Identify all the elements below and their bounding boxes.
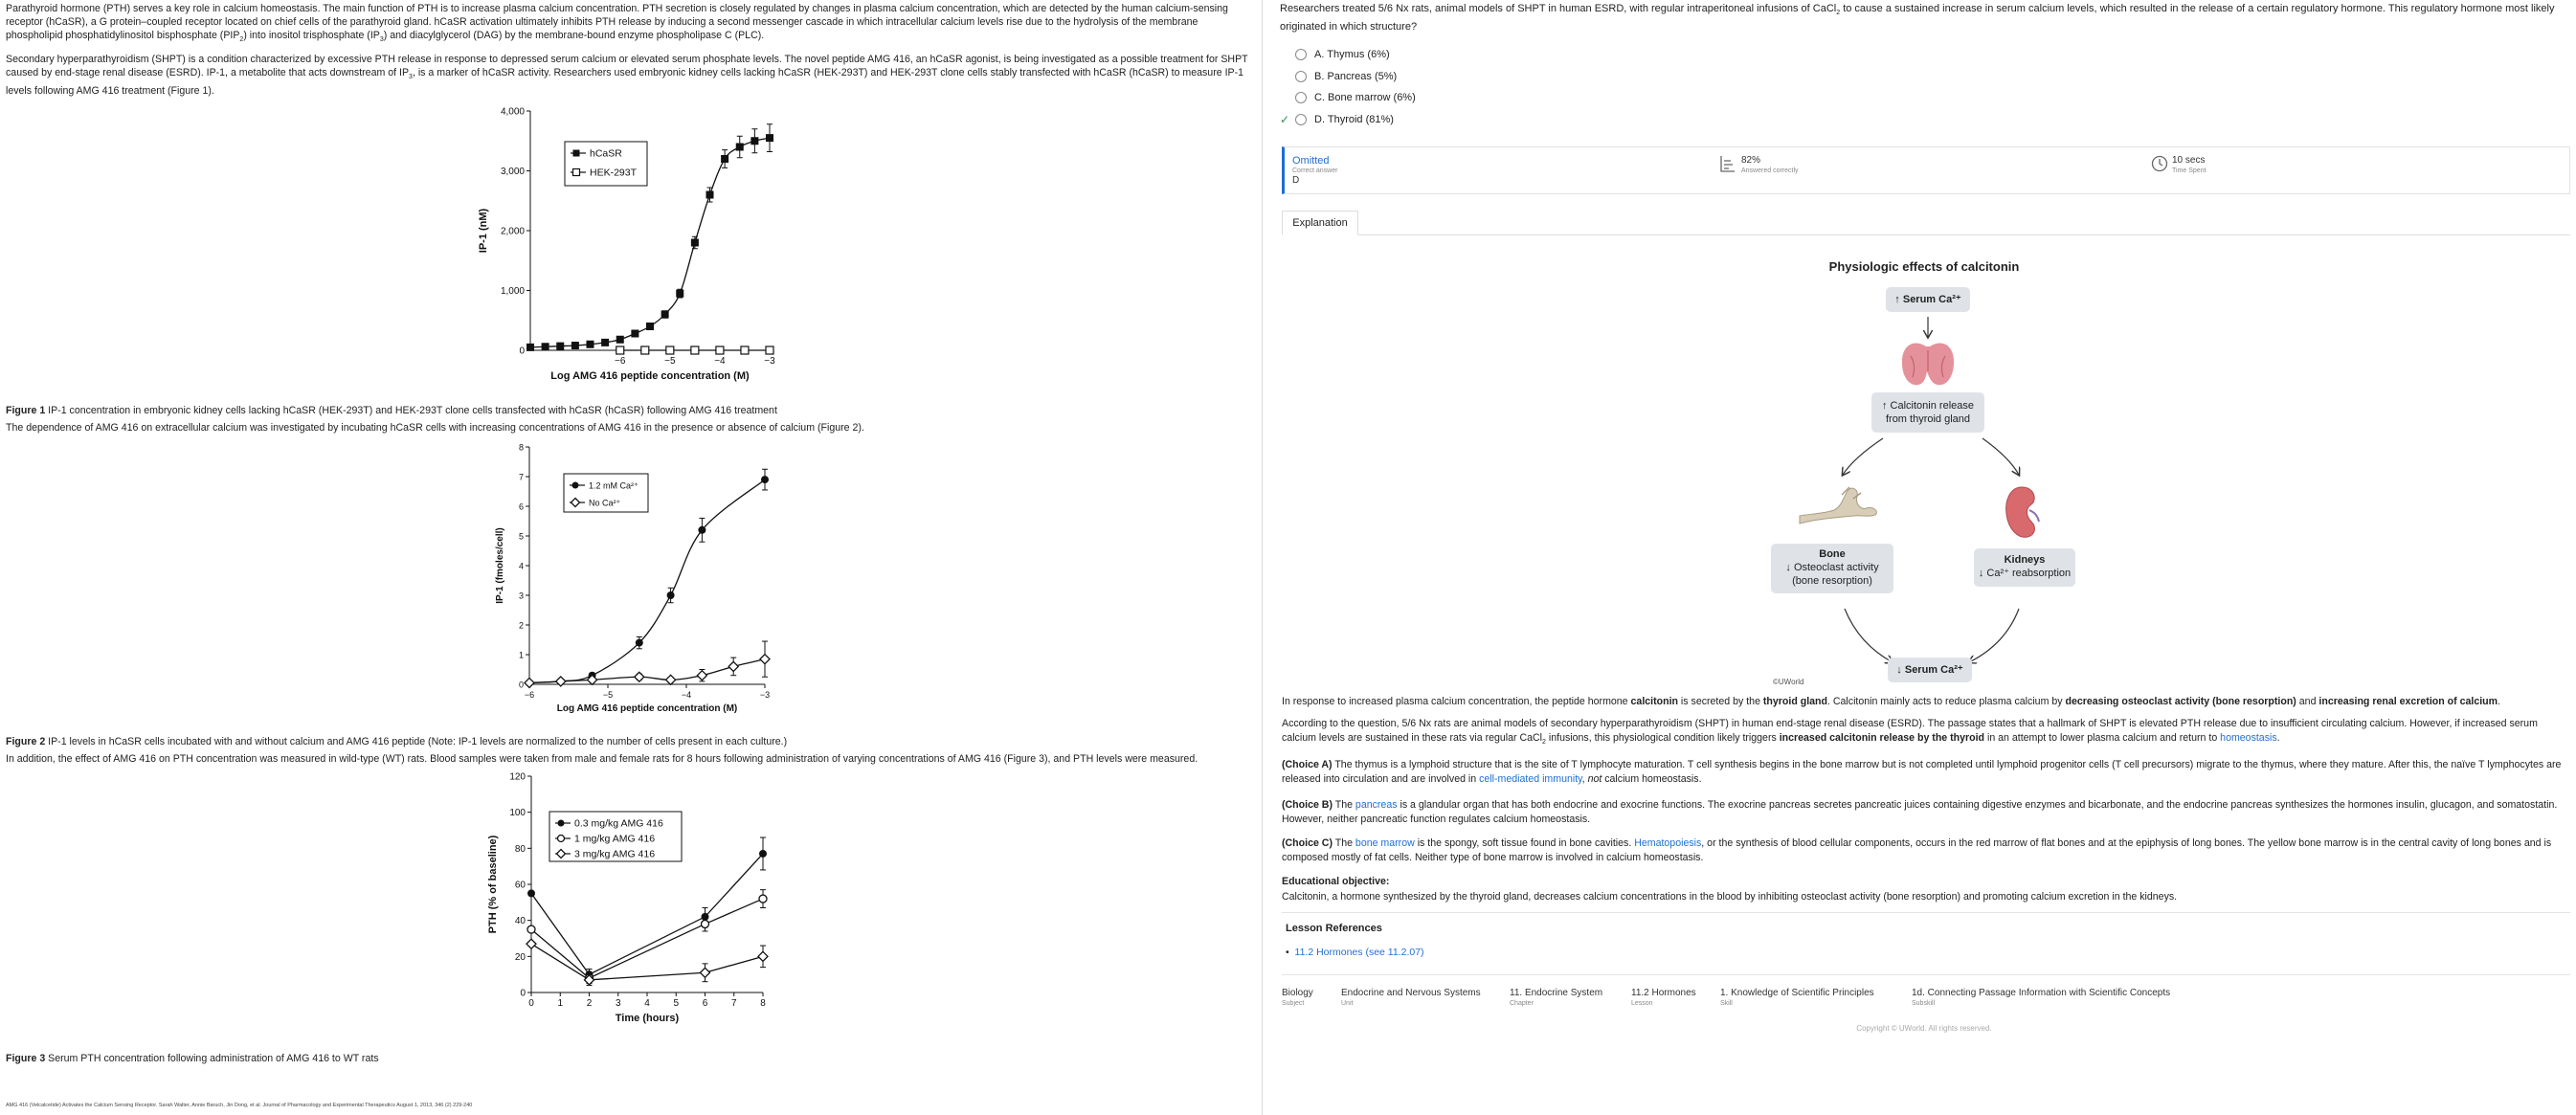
data-point [766,134,773,142]
correct-check-icon: ✓ [1280,112,1290,126]
y-tick-label: 3 [518,591,524,601]
kidney-icon [2003,483,2041,543]
data-point [759,850,767,858]
link-homeostasis[interactable]: homeostasis [2220,732,2277,744]
data-point [635,672,644,681]
percent-label: Answered correctly [1741,167,1799,174]
legend-entry: 1.2 mM Ca²⁺ [589,480,638,491]
legend-entry: 3 mg/kg AMG 416 [574,848,656,860]
data-point [573,169,580,176]
x-tick-label: −3 [764,356,775,368]
data-point [616,346,624,354]
y-tick-label: 60 [514,880,526,891]
copyright: Copyright © UWorld. All rights reserved. [1856,1024,1992,1033]
y-tick-label: 40 [514,916,526,927]
bone-icon [1794,481,1880,529]
x-tick-label: 0 [528,998,534,1010]
objective-title: Educational objective: [1282,876,1390,887]
data-point [736,144,744,151]
divider-2 [1282,974,2570,975]
figure-2-chart [6,440,1256,731]
data-point [571,342,579,349]
x-tick-label: 7 [730,998,737,1010]
status-text: Omitted [1292,155,1330,167]
x-axis-label: Time (hours) [615,1013,680,1025]
answer-choice-label: C. Bone marrow (6%) [1314,92,1416,104]
data-point [558,820,565,827]
data-point [641,346,649,354]
data-point [697,671,706,680]
kidney-title: Kidneys [2004,554,2046,566]
data-point [766,346,773,354]
x-tick-label: 8 [760,998,766,1010]
data-point [661,311,669,319]
data-point [572,482,579,489]
meta-value: 1. Knowledge of Scientific Principles [1720,988,1874,998]
link-cell-mediated-immunity[interactable]: cell-mediated immunity [1479,773,1582,785]
y-tick-label: 4,000 [500,106,525,118]
data-point [558,836,565,842]
figure-1-chart [6,103,1256,400]
x-axis-label: Log AMG 416 peptide concentration (M) [550,370,750,383]
legend-entry: hCaSR [590,147,622,160]
data-point [616,336,624,344]
series-line [531,944,763,980]
legend-entry: 0.3 mg/kg AMG 416 [574,817,663,830]
meta-label: Skill [1720,1000,1733,1007]
x-tick-label: 3 [615,998,621,1010]
data-point [758,952,768,962]
data-point [698,526,706,534]
data-point [760,655,770,664]
x-tick-label: 6 [702,998,708,1010]
y-tick-label: 3,000 [500,167,525,178]
passage-paragraph-4: In addition, the effect of AMG 416 on PTH concentration was measured in wild-type (WT) rats. Blood samples were taken from male and female rats for 8 hours following administration of varying concentrations of AMG 416 (Figure 3), and PTH levels were measured. [6,753,1198,766]
data-point [666,346,674,354]
legend-entry: 1 mg/kg AMG 416 [574,833,656,845]
meta-chapter [1510,987,1602,1008]
x-tick-label: −4 [714,356,726,368]
thyroid-icon [1897,337,1959,390]
calcitonin-line-1: ↑ Calcitonin release [1882,400,1974,412]
legend-entry: HEK-293T [590,167,638,179]
y-tick-label: 20 [514,952,526,964]
y-tick-label: 0 [518,680,524,690]
y-tick-label: 100 [509,808,526,819]
meta-unit [1341,987,1481,1008]
calcitonin-line-2: from thyroid gland [1885,413,1971,425]
data-point [556,343,564,350]
y-axis-label: IP-1 (fmoles/cell) [495,527,505,604]
explanation-choice-b: (Choice B) The pancreas is a glandular organ that has both endocrine and exocrine functions. The exocrine pancreas secretes pancreatic juices containing digestive enzymes and bicarbonate, and the endocrine pancreas synthesizes the hormones insulin, glucagon, and somatostatin. However, neither pancreatic function regulates calcium homeostasis. [1282,799,2558,825]
y-tick-label: 6 [518,502,524,512]
lesson-reference-item: • 11.2 Hormones (see 11.2.07) [1286,947,1424,958]
data-point [631,330,638,338]
kidney-line-1: ↓ Ca²⁺ reabsorption [1978,568,2072,579]
x-tick-label: −5 [602,690,614,701]
data-point [527,925,535,933]
data-point [527,890,535,898]
meta-value: 1d. Connecting Passage Information with Scientific Concepts [1912,988,2171,998]
meta-label: Lesson [1631,1000,1653,1007]
link-bone-marrow[interactable]: bone marrow [1355,837,1415,849]
y-tick-label: 80 [514,844,526,856]
link-pancreas[interactable]: pancreas [1355,799,1398,811]
meta-skill [1720,987,1874,1008]
data-point [587,341,594,348]
y-axis-label: PTH (% of baseline) [487,835,499,934]
passage-paragraph-3: The dependence of AMG 416 on extracellular calcium was investigated by incubating hCaSR cells with increasing concentrations of AMG 416 in the presence or absence of calcium (Figure 2). [6,422,864,435]
explanation-paragraph-1: In response to increased plasma calcium concentration, the peptide hormone calcitonin is secreted by the thyroid gland. Calcitonin mainly acts to reduce plasma calcium by decreasing osteoclast activity (bone resorption) and increasing renal excretion of calcium. [1282,696,2500,707]
time-value: 10 secs [2172,155,2206,166]
explanation-figure-title: Physiologic effects of calcitonin [1828,259,2020,274]
time-label: Time Spent [2172,167,2206,174]
figure-copyright: ©UWorld [1773,678,1804,686]
data-point [716,346,724,354]
meta-value: 11. Endocrine System [1510,988,1603,998]
bone-box [1771,544,1893,593]
answer-choice-label: D. Thyroid (81%) [1314,113,1394,125]
explanation-choice-a: (Choice A) The thymus is a lymphoid structure that is the site of T lymphocyte maturation. T cell synthesis begins in the bone marrow but is not completed until lymphoid progenitor cells (T cell precursors) migrate to the thymus, where they mature. After this, the naïve T lymphocytes are released into circulation and are involved in cell-mediated immunity, not calcium homeostasis. [1282,759,2562,785]
kidney-box [1974,548,2075,587]
y-tick-label: 7 [518,472,524,482]
passage-paragraph-1: Parathyroid hormone (PTH) serves a key role in calcium homeostasis. The main function of PTH is to increase plasma calcium concentration. PTH secretion is closely regulated by changes in plasma calcium concentration, which are detected by the human calcium-sensing receptor (hCaSR), a G protein–coupled receptor located on chief cells of the parathyroid gland. hCaSR activation ultimately inhibits PTH release by inducing a second messenger cascade in which intracellular calcium levels rise due to the hydrolysis of the membrane phospholipid phosphatidylinositol bisphosphate $(PIP_2)$ into inositol trisphosphate $(IP_3)$ and diacylglycerol (DAG) by the membrane-bound enzyme phospholipase C (PLC). [6,3,1228,44]
lesson-references-title: Lesson References [1286,923,1382,934]
correct-answer-value: D [1292,175,1300,186]
legend-entry: No Ca²⁺ [589,498,621,508]
data-point [601,339,609,346]
meta-label: Subskill [1912,1000,1936,1007]
citation: AMG 416 (Velcalcetide) Activates the Calcium Sensing Receptor. Sarah Walter, Annie Baruch, Jin Dong, et al. Journal of Pharmacology and Experimental Therapeutics August 1, 2013, 346 (2) 229-240 [6,1103,473,1108]
y-axis-label: IP-1 (nM) [478,208,489,254]
serum-calcium-increase-box: ↑ Serum Ca²⁺ [1886,287,1970,312]
x-tick-label: −4 [681,690,692,701]
data-point [666,676,676,685]
passage-panel [0,0,1262,1115]
data-point [702,921,709,928]
y-tick-label: 1 [518,650,524,660]
y-tick-label: 5 [518,531,524,542]
data-point [741,346,749,354]
meta-subject [1282,987,1313,1008]
data-point [721,155,728,163]
bone-title: Bone [1819,548,1846,560]
calcitonin-release-box [1871,392,1984,433]
data-point [636,639,643,647]
meta-lesson [1631,987,1696,1008]
y-tick-label: 1,000 [500,286,525,298]
bone-line-1: ↓ Osteoclast activity [1785,562,1879,573]
data-point [667,591,675,599]
y-tick-label: 2,000 [500,226,525,237]
correct-answer-label: Correct answer [1292,167,1338,174]
percent-value: 82% [1741,155,1761,166]
data-point [676,290,683,298]
link-lesson[interactable]: 11.2 Hormones (see 11.2.07) [1294,947,1424,958]
figure-3-caption: Figure 3 Serum PTH concentration following administration of AMG 416 to WT rats [6,1053,379,1065]
explanation-choice-c: (Choice C) The bone marrow is the spongy, soft tissue found in bone cavities. Hematopoiesis, or the synthesis of blood cellular components, occurs in the red marrow of flat bones and at the epiphysis of long bones. The yellow bone marrow is in the central cavity of long bones and is composed mostly of fat cells. Neither type of bone marrow is involved in calcium homeostasis. [1282,837,2552,863]
x-tick-label: 2 [586,998,593,1010]
data-point [526,344,534,351]
explanation-paragraph-2: According to the question, 5/6 Nx rats are animal models of secondary hyperparathyroidism (SHPT) in human end-stage renal disease (ESRD). The passage states that a hallmark of SHPT is elevated PTH release due to insufficient circulating calcium. However, if increased serum calcium levels are sustained in these rats via regular CaCl$_2$ infusions, this physiological condition likely triggers increased calcitonin release by the thyroid in an attempt to lower plasma calcium and return to homeostasis. [1282,718,2538,747]
question-stem: Researchers treated 5/6 Nx rats, animal models of SHPT in human ESRD, with regular intraperitoneal infusions of CaCl$_2$ to cause a sustained increase in serum calcium levels, which resulted in the release of a certain regulatory hormone. This regulatory hormone most likely originated in which structure? [1280,3,2555,33]
series-line [529,659,765,683]
answer-choice-label: B. Pancreas (5%) [1314,70,1398,82]
x-tick-label: 4 [644,998,650,1010]
question-panel [1280,0,2570,1115]
meta-label: Subject [1282,1000,1305,1007]
x-tick-label: −6 [615,356,626,368]
data-point [542,343,549,350]
meta-value: Endocrine and Nervous Systems [1341,988,1481,998]
meta-subskill [1912,987,2170,1008]
meta-label: Unit [1341,1000,1354,1007]
passage-paragraph-2: Secondary hyperparathyroidism (SHPT) is a condition characterized by excessive PTH release in response to depressed serum calcium or elevated serum phosphate levels. The novel peptide AMG 416, an hCaSR agonist, is being investigated as a possible treatment for SHPT caused by end-stage renal disease (ESRD). IP-1, a metabolite that acts downstream of $IP_3$, is a marker of hCaSR activity. Researchers used embryonic kidney cells lacking hCaSR (HEK-293T) and HEK-293T clone cells stably transfected with hCaSR (hCaSR) to measure IP-1 levels following AMG 416 treatment (Figure 1). [6,54,1248,98]
panel-divider[interactable] [1262,0,1263,1115]
divider-1 [1282,912,2570,913]
figure-2-caption: Figure 2 IP-1 levels in hCaSR cells incubated with and without calcium and AMG 416 peptide (Note: IP-1 levels are normalized to the number of cells present in each culture.) [6,736,788,748]
data-point [701,969,710,978]
y-tick-label: 0 [519,346,525,357]
x-tick-label: 1 [557,998,564,1010]
meta-label: Chapter [1510,1000,1534,1007]
serum-calcium-decrease-box: ↓ Serum Ca²⁺ [1888,658,1972,682]
link-hematopoiesis[interactable]: Hematopoiesis [1634,837,1702,849]
y-tick-label: 2 [518,620,524,631]
data-point [706,191,714,199]
y-tick-label: 0 [520,988,526,999]
data-point [691,346,699,354]
meta-value: Biology [1282,988,1313,998]
data-point [761,476,769,483]
data-point [759,895,767,903]
data-point [526,939,536,948]
x-tick-label: −3 [759,690,771,701]
y-tick-label: 8 [518,442,524,453]
y-tick-label: 4 [518,561,524,571]
data-point [525,679,534,688]
data-point [728,662,738,672]
data-point [691,239,699,247]
meta-value: 11.2 Hormones [1631,988,1696,998]
y-tick-label: 120 [509,771,526,783]
objective-text: Calcitonin, a hormone synthesized by the thyroid gland, decreases calcium concentrations in the blood by inhibiting osteoclast activity (bone resorption) and promoting calcium excretion in the kidneys. [1282,891,2178,903]
x-axis-label: Log AMG 416 peptide concentration (M) [556,703,738,715]
figure-3-chart [6,771,1256,1044]
answer-choice-label: A. Thymus (6%) [1314,49,1390,61]
x-tick-label: −5 [664,356,676,368]
data-point [750,137,758,145]
figure-1-caption: Figure 1 IP-1 concentration in embryonic kidney cells lacking hCaSR (HEK-293T) and HEK-293T clone cells transfected with hCaSR (hCaSR) following AMG 416 treatment [6,405,777,417]
data-point [573,150,580,157]
tab-explanation[interactable]: Explanation [1282,211,1358,235]
x-tick-label: −6 [524,690,535,701]
data-point [646,323,654,330]
bone-line-2: (bone resorption) [1792,575,1872,587]
x-tick-label: 5 [673,998,680,1010]
